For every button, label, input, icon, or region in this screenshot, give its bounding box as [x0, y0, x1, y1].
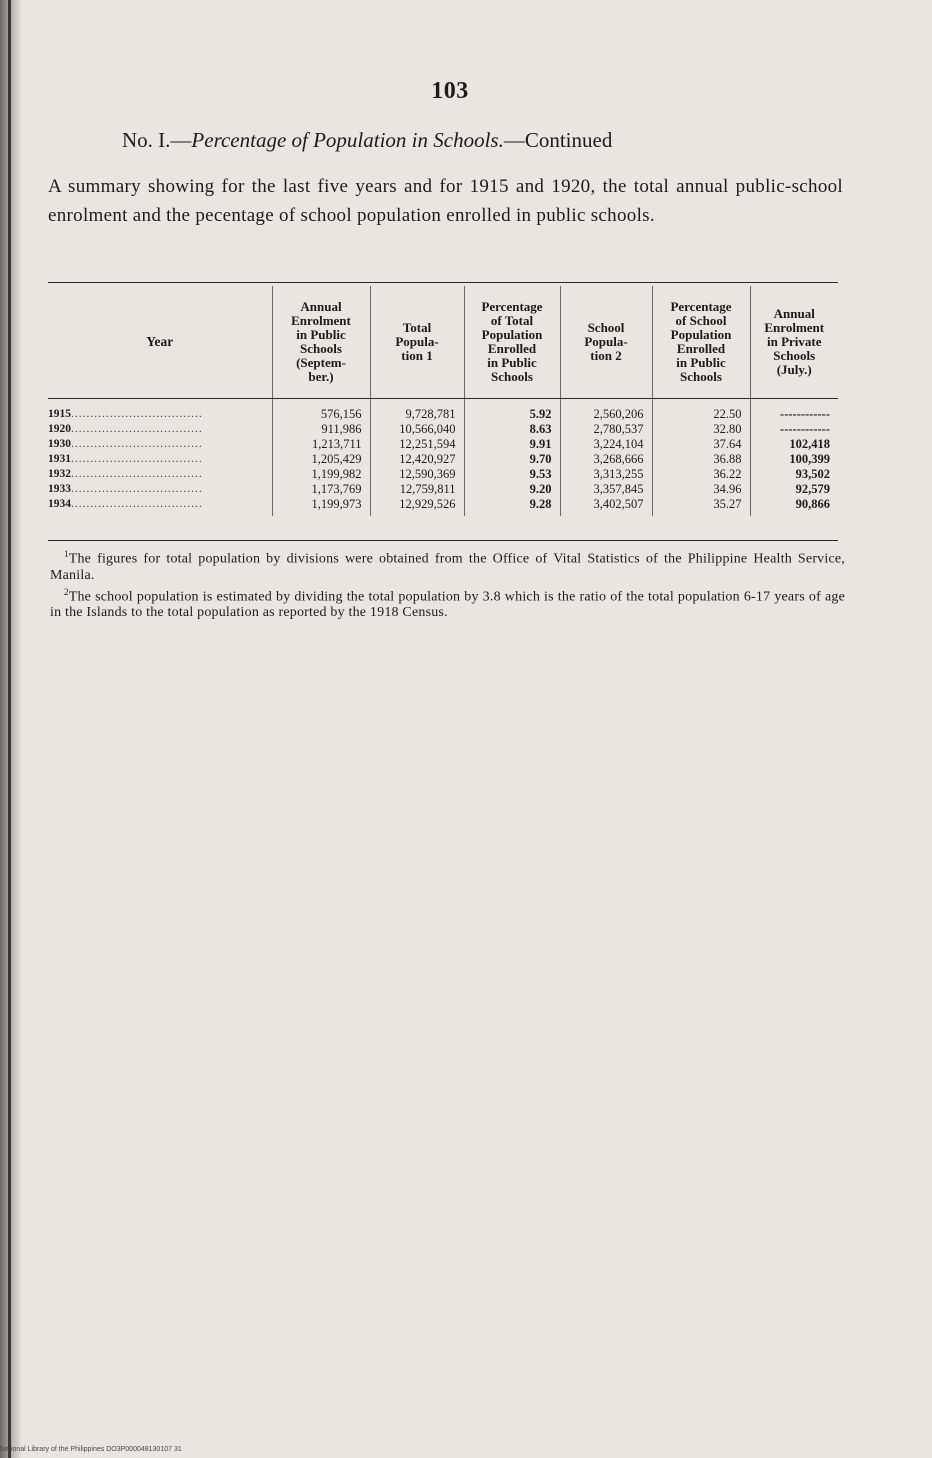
- header-line: of Total: [490, 313, 534, 328]
- enrolment-column: [272, 399, 370, 517]
- footnotes: [50, 546, 845, 621]
- header-line: Enrolled: [676, 341, 726, 356]
- header-school-population: [560, 286, 652, 399]
- year-column: [48, 399, 272, 517]
- page-title: [122, 128, 612, 153]
- scan-credit: National Library of the Philippines DO3P000048130107 31: [0, 1446, 182, 1453]
- table-header-row: [48, 286, 838, 399]
- year-cell: 1932..................................: [48, 468, 203, 480]
- header-line: Schools: [773, 348, 816, 363]
- table-cell: 9.70: [529, 452, 552, 466]
- table-cell: 911,986: [321, 422, 362, 436]
- header-line: Percentage: [670, 299, 732, 314]
- table-cell: 32.80: [713, 422, 742, 436]
- table-cell: 102,418: [789, 437, 830, 451]
- header-line: Enrolment: [291, 313, 351, 328]
- table-cell: 100,399: [789, 452, 830, 466]
- header-line: Schools: [300, 341, 342, 356]
- header-private-enrolment: [750, 286, 838, 399]
- table-cell: 3,313,255: [593, 467, 644, 481]
- header-annual-enrolment: [272, 286, 370, 399]
- table-cell: 9,728,781: [405, 407, 456, 421]
- header-line: Percentage: [481, 299, 543, 314]
- table-cell: 9.91: [529, 437, 552, 451]
- table-cell: 12,929,526: [399, 497, 456, 511]
- header-line: (Septem-: [296, 355, 346, 370]
- header-line: Enrolled: [487, 341, 537, 356]
- table-cell: 3,224,104: [593, 437, 644, 451]
- header-line: Enrolment: [764, 320, 825, 335]
- table-cell: 90,866: [795, 497, 830, 511]
- header-line: tion 2: [590, 348, 622, 363]
- table-cell: 93,502: [795, 467, 830, 481]
- page-binding-edge: [8, 0, 11, 1458]
- table-cell: 36.88: [713, 452, 742, 466]
- header-total-population: [370, 286, 464, 399]
- header-line: (July.): [776, 362, 812, 377]
- header-line: in Public: [487, 355, 537, 370]
- header-line: Schools: [680, 369, 722, 384]
- year-cell: 1934..................................: [48, 498, 203, 510]
- table-cell: ------------: [780, 407, 830, 421]
- enrolment-table: [48, 286, 838, 516]
- header-line: Total: [402, 320, 432, 335]
- header-line: School: [587, 320, 625, 335]
- table-cell: 37.64: [713, 437, 742, 451]
- year-cell: 1933..................................: [48, 483, 203, 495]
- school-population-column: [560, 399, 652, 517]
- header-pct-total-enrolled: [464, 286, 560, 399]
- table-cell: 22.50: [713, 407, 742, 421]
- table-cell: 1,213,711: [311, 437, 362, 451]
- header-line: ber.): [308, 369, 334, 384]
- header-line: in Public: [296, 327, 346, 342]
- table-cell: 1,199,973: [311, 497, 362, 511]
- table-cell: 3,357,845: [593, 482, 644, 496]
- header-line: Population: [481, 327, 543, 342]
- page-number: 103: [431, 78, 469, 104]
- header-line: Annual: [300, 299, 342, 314]
- table-cell: 12,590,369: [399, 467, 456, 481]
- table-bottom-rule: [48, 540, 838, 541]
- year-cell: 1915..................................: [48, 408, 203, 420]
- header-line: Annual: [773, 306, 815, 321]
- table-cell: 12,251,594: [399, 437, 456, 451]
- table-cell: 36.22: [713, 467, 742, 481]
- title-italic: Percentage of Population in Schools.: [191, 128, 504, 152]
- table-cell: 12,420,927: [399, 452, 456, 466]
- table-cell: 34.96: [713, 482, 742, 496]
- header-line: in Private: [766, 334, 822, 349]
- title-suffix: —Continued: [503, 128, 613, 152]
- table-cell: 10,566,040: [399, 422, 456, 436]
- header-line: Schools: [491, 369, 533, 384]
- table-cell: 2,560,206: [593, 407, 644, 421]
- page-binding-shadow: [0, 0, 22, 1458]
- table-cell: 1,199,982: [311, 467, 362, 481]
- total-population-column: [370, 399, 464, 517]
- year-cell: 1931..................................: [48, 453, 203, 465]
- table-cell: ------------: [780, 422, 830, 436]
- table-cell: 2,780,537: [593, 422, 644, 436]
- table-top-rule: [48, 282, 838, 283]
- private-enrolment-column: [750, 399, 838, 517]
- table-cell: 92,579: [795, 482, 830, 496]
- table-cell: 9.28: [529, 497, 552, 511]
- table-cell: 5.92: [529, 407, 552, 421]
- year-cell: 1920..................................: [48, 423, 203, 435]
- header-line: tion 1: [401, 348, 433, 363]
- table-cell: 1,205,429: [311, 452, 362, 466]
- title-prefix: No. I.—: [122, 128, 192, 152]
- table-cell: 3,268,666: [593, 452, 644, 466]
- table-body-row: [48, 399, 838, 517]
- header-line: Population: [670, 327, 732, 342]
- footnote-2: $^2$The school population is estimated by dividing the total population by 3.8 which is the ratio of the total population 6-17 years of age in the Islands to the total population as reported by the 1918 Census.: [50, 586, 845, 621]
- table-cell: 576,156: [320, 407, 362, 421]
- year-cell: 1930..................................: [48, 438, 203, 450]
- table-cell: 3,402,507: [593, 497, 644, 511]
- table-cell: 12,759,811: [399, 482, 456, 496]
- header-line: Popula-: [395, 334, 439, 349]
- header-year: Year: [48, 286, 272, 399]
- table-cell: 9.53: [529, 467, 552, 481]
- footnote-1: $^1$The figures for total population by divisions were obtained from the Office of Vital Statistics of the Philippine Health Service, Manila.: [50, 549, 845, 583]
- table-cell: 9.20: [529, 482, 552, 496]
- pct-school-column: [652, 399, 750, 517]
- header-line: Popula-: [584, 334, 628, 349]
- table-cell: 8.63: [529, 422, 552, 436]
- header-pct-school-enrolled: [652, 286, 750, 399]
- header-line: of School: [675, 313, 727, 328]
- table-cell: 35.27: [713, 497, 742, 511]
- summary-paragraph: A summary showing for the last five years and for 1915 and 1920, the total annual public-school enrolment and the pecentage of school population enrolled in public schools.: [48, 176, 843, 226]
- pct-total-column: [464, 399, 560, 517]
- table-cell: 1,173,769: [311, 482, 362, 496]
- header-line: in Public: [676, 355, 726, 370]
